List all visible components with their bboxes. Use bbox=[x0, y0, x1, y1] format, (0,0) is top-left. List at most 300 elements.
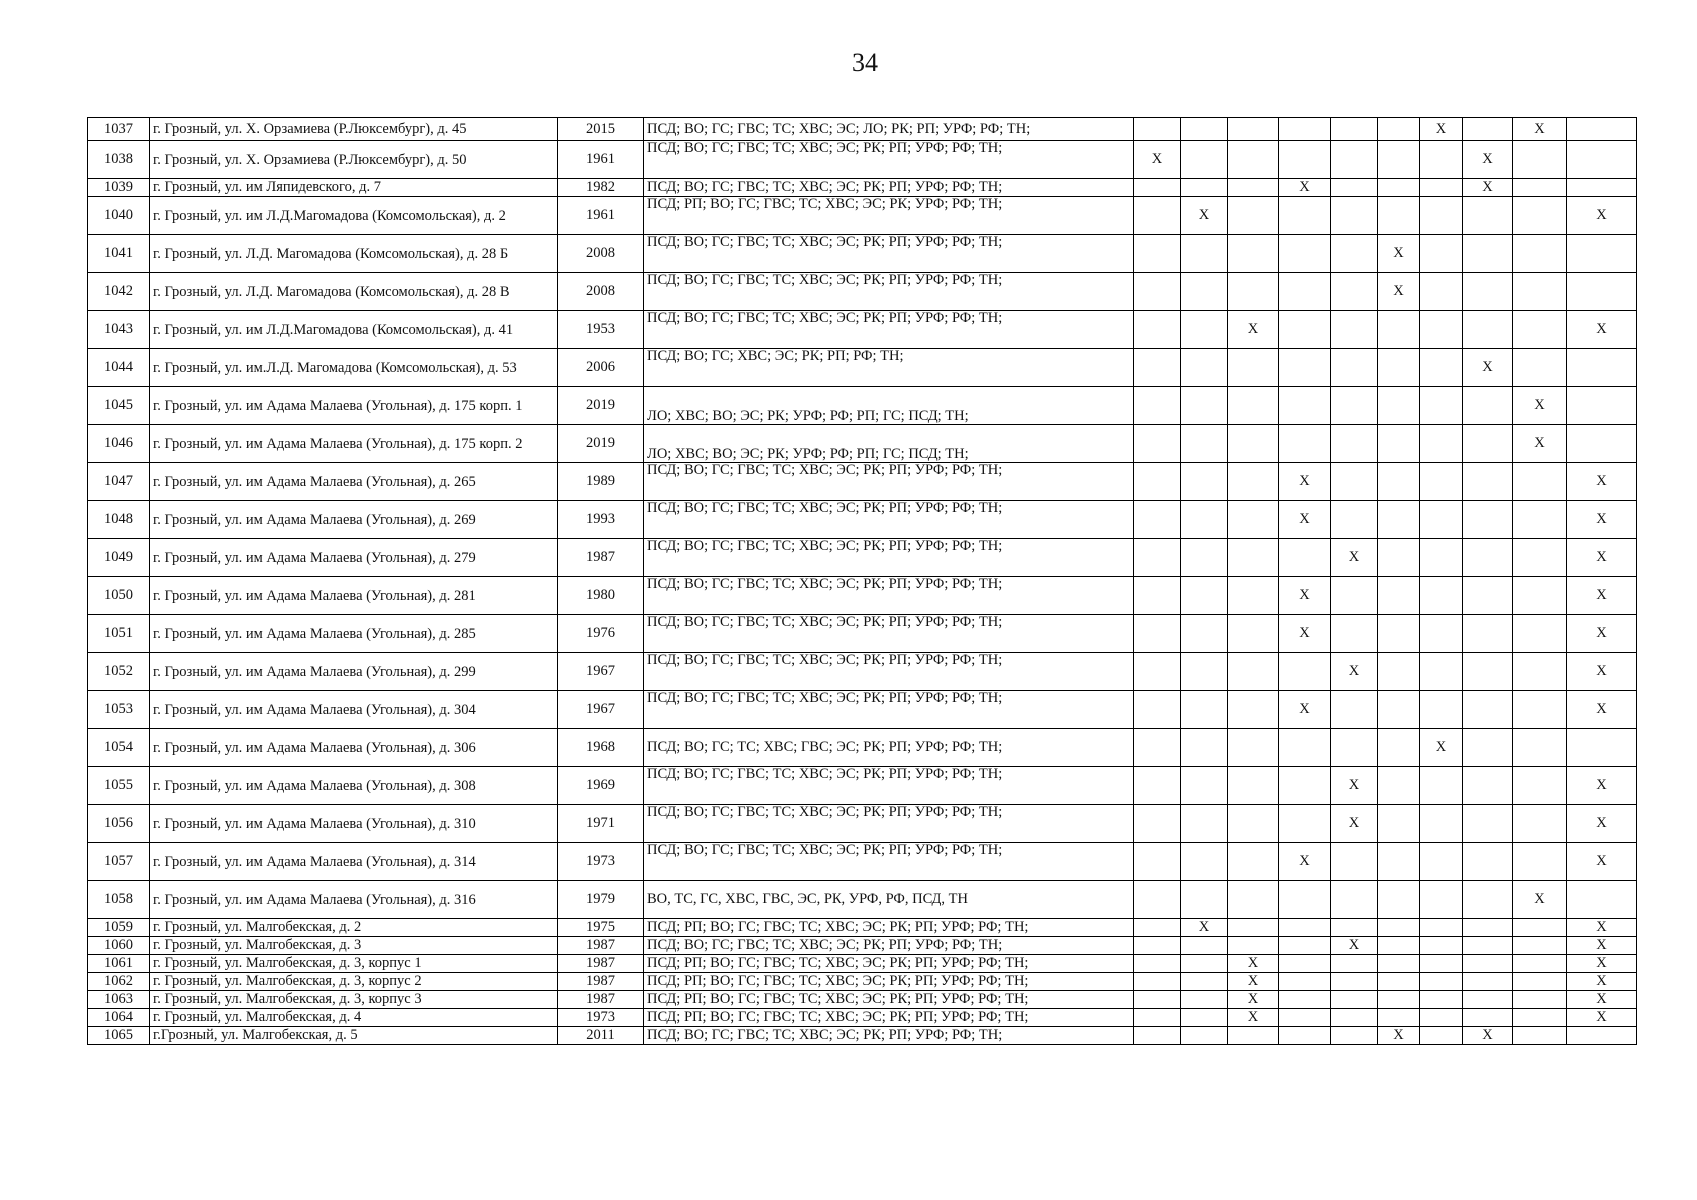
year-cell: 1971 bbox=[558, 805, 644, 843]
mark-cell bbox=[1378, 843, 1420, 881]
year-cell: 2019 bbox=[558, 387, 644, 425]
mark-cell bbox=[1463, 729, 1513, 767]
mark-cell: X bbox=[1567, 843, 1637, 881]
mark-cell bbox=[1378, 805, 1420, 843]
year-cell: 1987 bbox=[558, 955, 644, 973]
mark-cell bbox=[1331, 973, 1378, 991]
works-cell: ПСД; ВО; ГС; ГВС; ТС; ХВС; ЭС; РК; РП; УРФ; РФ; ТН; bbox=[644, 273, 1134, 311]
mark-cell bbox=[1331, 349, 1378, 387]
mark-cell bbox=[1378, 691, 1420, 729]
mark-cell bbox=[1181, 881, 1228, 919]
mark-cell bbox=[1420, 973, 1463, 991]
mark-cell bbox=[1134, 425, 1181, 463]
year-cell: 1973 bbox=[558, 843, 644, 881]
mark-cell bbox=[1134, 539, 1181, 577]
mark-cell: X bbox=[1228, 1009, 1279, 1027]
mark-cell bbox=[1134, 179, 1181, 197]
mark-cell bbox=[1279, 311, 1331, 349]
mark-cell bbox=[1513, 501, 1567, 539]
mark-cell bbox=[1279, 767, 1331, 805]
mark-cell bbox=[1181, 577, 1228, 615]
mark-cell bbox=[1134, 1027, 1181, 1045]
table-row bbox=[88, 235, 1637, 273]
works-cell: ПСД; ВО; ГС; ГВС; ТС; ХВС; ЭС; РК; РП; УРФ; РФ; ТН; bbox=[644, 937, 1134, 955]
year-cell: 2019 bbox=[558, 425, 644, 463]
year-cell: 1980 bbox=[558, 577, 644, 615]
mark-cell: X bbox=[1279, 615, 1331, 653]
mark-cell bbox=[1378, 501, 1420, 539]
mark-cell bbox=[1134, 197, 1181, 235]
mark-cell bbox=[1463, 691, 1513, 729]
row-number: 1065 bbox=[88, 1027, 150, 1045]
works-cell: ПСД; ВО; ГС; ХВС; ЭС; РК; РП; РФ; ТН; bbox=[644, 349, 1134, 387]
mark-cell bbox=[1228, 729, 1279, 767]
address-cell: г. Грозный, ул. Малгобекская, д. 3 bbox=[150, 937, 558, 955]
address-cell: г. Грозный, ул. им Адама Малаева (Угольная), д. 175 корп. 2 bbox=[150, 425, 558, 463]
mark-cell bbox=[1279, 349, 1331, 387]
mark-cell bbox=[1463, 843, 1513, 881]
row-number: 1064 bbox=[88, 1009, 150, 1027]
mark-cell bbox=[1513, 973, 1567, 991]
mark-cell bbox=[1228, 881, 1279, 919]
works-cell: ПСД; ВО; ГС; ТС; ХВС; ГВС; ЭС; РК; РП; УРФ; РФ; ТН; bbox=[644, 729, 1134, 767]
mark-cell bbox=[1331, 118, 1378, 141]
year-cell: 1967 bbox=[558, 691, 644, 729]
mark-cell bbox=[1420, 919, 1463, 937]
mark-cell bbox=[1463, 577, 1513, 615]
mark-cell bbox=[1463, 919, 1513, 937]
works-cell: ПСД; ВО; ГС; ГВС; ТС; ХВС; ЭС; РК; РП; УРФ; РФ; ТН; bbox=[644, 501, 1134, 539]
mark-cell bbox=[1279, 387, 1331, 425]
mark-cell bbox=[1331, 235, 1378, 273]
mark-cell bbox=[1279, 1009, 1331, 1027]
mark-cell bbox=[1378, 463, 1420, 501]
mark-cell bbox=[1513, 805, 1567, 843]
table-row bbox=[88, 691, 1637, 729]
year-cell: 2008 bbox=[558, 235, 644, 273]
year-cell: 1979 bbox=[558, 881, 644, 919]
works-cell: ПСД; ВО; ГС; ГВС; ТС; ХВС; ЭС; РК; РП; УРФ; РФ; ТН; bbox=[644, 179, 1134, 197]
mark-cell: X bbox=[1513, 425, 1567, 463]
address-cell: г. Грозный, ул. им Адама Малаева (Угольная), д. 285 bbox=[150, 615, 558, 653]
year-cell: 1987 bbox=[558, 991, 644, 1009]
mark-cell bbox=[1331, 919, 1378, 937]
works-cell: ПСД; РП; ВО; ГС; ГВС; ТС; ХВС; ЭС; РК; РП; УРФ; РФ; ТН; bbox=[644, 973, 1134, 991]
mark-cell bbox=[1331, 179, 1378, 197]
row-number: 1048 bbox=[88, 501, 150, 539]
mark-cell bbox=[1228, 235, 1279, 273]
mark-cell bbox=[1134, 118, 1181, 141]
mark-cell bbox=[1420, 615, 1463, 653]
table-row bbox=[88, 118, 1637, 141]
mark-cell bbox=[1513, 197, 1567, 235]
table-row bbox=[88, 955, 1637, 973]
works-cell: ПСД; ВО; ГС; ГВС; ТС; ХВС; ЭС; РК; РП; УРФ; РФ; ТН; bbox=[644, 539, 1134, 577]
mark-cell bbox=[1331, 197, 1378, 235]
works-cell: ПСД; ВО; ГС; ГВС; ТС; ХВС; ЭС; РК; РП; УРФ; РФ; ТН; bbox=[644, 141, 1134, 179]
mark-cell bbox=[1279, 973, 1331, 991]
mark-cell bbox=[1181, 387, 1228, 425]
address-cell: г. Грозный, ул. им Л.Д.Магомадова (Комсомольская), д. 41 bbox=[150, 311, 558, 349]
mark-cell bbox=[1181, 653, 1228, 691]
address-cell: г. Грозный, ул. им Адама Малаева (Угольная), д. 316 bbox=[150, 881, 558, 919]
mark-cell bbox=[1181, 273, 1228, 311]
mark-cell bbox=[1513, 349, 1567, 387]
works-cell: ПСД; РП; ВО; ГС; ГВС; ТС; ХВС; ЭС; РК; УРФ; РФ; ТН; bbox=[644, 197, 1134, 235]
mark-cell bbox=[1228, 425, 1279, 463]
mark-cell bbox=[1279, 141, 1331, 179]
table-row bbox=[88, 141, 1637, 179]
mark-cell: X bbox=[1513, 881, 1567, 919]
mark-cell bbox=[1228, 937, 1279, 955]
mark-cell bbox=[1420, 311, 1463, 349]
mark-cell bbox=[1567, 1027, 1637, 1045]
row-number: 1041 bbox=[88, 235, 150, 273]
mark-cell bbox=[1567, 118, 1637, 141]
mark-cell bbox=[1279, 937, 1331, 955]
year-cell: 2006 bbox=[558, 349, 644, 387]
mark-cell bbox=[1134, 615, 1181, 653]
row-number: 1053 bbox=[88, 691, 150, 729]
year-cell: 1975 bbox=[558, 919, 644, 937]
mark-cell bbox=[1181, 118, 1228, 141]
year-cell: 1987 bbox=[558, 973, 644, 991]
mark-cell bbox=[1420, 691, 1463, 729]
mark-cell bbox=[1134, 805, 1181, 843]
mark-cell: X bbox=[1567, 919, 1637, 937]
mark-cell: X bbox=[1228, 955, 1279, 973]
mark-cell bbox=[1181, 767, 1228, 805]
address-cell: г. Грозный, ул. им Адама Малаева (Угольная), д. 175 корп. 1 bbox=[150, 387, 558, 425]
mark-cell bbox=[1378, 1009, 1420, 1027]
mark-cell bbox=[1279, 1027, 1331, 1045]
mark-cell bbox=[1181, 729, 1228, 767]
mark-cell bbox=[1378, 118, 1420, 141]
table-row bbox=[88, 425, 1637, 463]
mark-cell bbox=[1378, 425, 1420, 463]
row-number: 1054 bbox=[88, 729, 150, 767]
mark-cell: X bbox=[1567, 615, 1637, 653]
works-cell: ПСД; ВО; ГС; ГВС; ТС; ХВС; ЭС; РК; РП; УРФ; РФ; ТН; bbox=[644, 577, 1134, 615]
mark-cell: X bbox=[1181, 919, 1228, 937]
mark-cell bbox=[1181, 805, 1228, 843]
mark-cell bbox=[1567, 141, 1637, 179]
mark-cell bbox=[1378, 881, 1420, 919]
mark-cell: X bbox=[1463, 141, 1513, 179]
mark-cell bbox=[1181, 991, 1228, 1009]
address-cell: г. Грозный, ул. им Адама Малаева (Угольная), д. 308 bbox=[150, 767, 558, 805]
mark-cell: X bbox=[1279, 691, 1331, 729]
mark-cell bbox=[1567, 273, 1637, 311]
table-row bbox=[88, 805, 1637, 843]
row-number: 1037 bbox=[88, 118, 150, 141]
mark-cell bbox=[1181, 425, 1228, 463]
row-number: 1052 bbox=[88, 653, 150, 691]
mark-cell bbox=[1378, 991, 1420, 1009]
mark-cell bbox=[1378, 973, 1420, 991]
works-cell: ПСД; ВО; ГС; ГВС; ТС; ХВС; ЭС; РК; РП; УРФ; РФ; ТН; bbox=[644, 463, 1134, 501]
mark-cell bbox=[1228, 653, 1279, 691]
mark-cell bbox=[1134, 273, 1181, 311]
row-number: 1059 bbox=[88, 919, 150, 937]
mark-cell bbox=[1463, 311, 1513, 349]
year-cell: 1993 bbox=[558, 501, 644, 539]
mark-cell bbox=[1331, 729, 1378, 767]
mark-cell: X bbox=[1463, 1027, 1513, 1045]
address-cell: г.Грозный, ул. Малгобекская, д. 5 bbox=[150, 1027, 558, 1045]
mark-cell bbox=[1463, 235, 1513, 273]
works-cell: ПСД; ВО; ГС; ГВС; ТС; ХВС; ЭС; РК; РП; УРФ; РФ; ТН; bbox=[644, 767, 1134, 805]
mark-cell bbox=[1420, 937, 1463, 955]
mark-cell: X bbox=[1378, 1027, 1420, 1045]
mark-cell: X bbox=[1567, 539, 1637, 577]
mark-cell bbox=[1378, 197, 1420, 235]
mark-cell bbox=[1463, 955, 1513, 973]
table-row bbox=[88, 179, 1637, 197]
works-cell: ПСД; ВО; ГС; ГВС; ТС; ХВС; ЭС; РК; РП; УРФ; РФ; ТН; bbox=[644, 311, 1134, 349]
row-number: 1040 bbox=[88, 197, 150, 235]
mark-cell bbox=[1331, 1009, 1378, 1027]
mark-cell: X bbox=[1228, 311, 1279, 349]
year-cell: 1968 bbox=[558, 729, 644, 767]
mark-cell bbox=[1420, 991, 1463, 1009]
table-row bbox=[88, 311, 1637, 349]
year-cell: 1989 bbox=[558, 463, 644, 501]
row-number: 1058 bbox=[88, 881, 150, 919]
mark-cell bbox=[1134, 349, 1181, 387]
mark-cell: X bbox=[1228, 973, 1279, 991]
works-cell: ПСД; ВО; ГС; ГВС; ТС; ХВС; ЭС; ЛО; РК; РП; УРФ; РФ; ТН; bbox=[644, 118, 1134, 141]
address-cell: г. Грозный, ул. им Л.Д.Магомадова (Комсомольская), д. 2 bbox=[150, 197, 558, 235]
mark-cell bbox=[1513, 653, 1567, 691]
mark-cell bbox=[1134, 691, 1181, 729]
mark-cell bbox=[1420, 179, 1463, 197]
mark-cell bbox=[1513, 273, 1567, 311]
mark-cell bbox=[1420, 881, 1463, 919]
mark-cell bbox=[1378, 349, 1420, 387]
mark-cell bbox=[1513, 691, 1567, 729]
mark-cell: X bbox=[1567, 577, 1637, 615]
row-number: 1043 bbox=[88, 311, 150, 349]
year-cell: 1982 bbox=[558, 179, 644, 197]
mark-cell bbox=[1228, 1027, 1279, 1045]
address-cell: г. Грозный, ул. Малгобекская, д. 3, корпус 3 bbox=[150, 991, 558, 1009]
row-number: 1051 bbox=[88, 615, 150, 653]
mark-cell bbox=[1279, 729, 1331, 767]
mark-cell bbox=[1513, 843, 1567, 881]
mark-cell bbox=[1331, 273, 1378, 311]
mark-cell bbox=[1228, 179, 1279, 197]
row-number: 1062 bbox=[88, 973, 150, 991]
mark-cell bbox=[1228, 805, 1279, 843]
mark-cell bbox=[1420, 349, 1463, 387]
mark-cell bbox=[1228, 118, 1279, 141]
mark-cell bbox=[1331, 881, 1378, 919]
mark-cell: X bbox=[1567, 973, 1637, 991]
mark-cell bbox=[1181, 141, 1228, 179]
mark-cell: X bbox=[1463, 349, 1513, 387]
address-cell: г. Грозный, ул. Малгобекская, д. 3, корпус 1 bbox=[150, 955, 558, 973]
mark-cell: X bbox=[1567, 937, 1637, 955]
mark-cell bbox=[1331, 955, 1378, 973]
mark-cell bbox=[1463, 805, 1513, 843]
address-cell: г. Грозный, ул. им Адама Малаева (Угольная), д. 299 bbox=[150, 653, 558, 691]
mark-cell: X bbox=[1279, 501, 1331, 539]
address-cell: г. Грозный, ул. им Ляпидевского, д. 7 bbox=[150, 179, 558, 197]
works-cell: ЛО; ХВС; ВО; ЭС; РК; УРФ; РФ; РП; ГС; ПСД; ТН; bbox=[644, 387, 1134, 425]
mark-cell bbox=[1279, 118, 1331, 141]
mark-cell bbox=[1134, 235, 1181, 273]
mark-cell bbox=[1134, 881, 1181, 919]
mark-cell bbox=[1378, 653, 1420, 691]
address-cell: г. Грозный, ул. им Адама Малаева (Угольная), д. 310 bbox=[150, 805, 558, 843]
mark-cell bbox=[1420, 1009, 1463, 1027]
mark-cell: X bbox=[1567, 955, 1637, 973]
mark-cell bbox=[1279, 539, 1331, 577]
mark-cell bbox=[1463, 539, 1513, 577]
mark-cell: X bbox=[1331, 805, 1378, 843]
address-cell: г. Грозный, ул. им Адама Малаева (Угольная), д. 265 bbox=[150, 463, 558, 501]
mark-cell bbox=[1463, 653, 1513, 691]
mark-cell bbox=[1378, 937, 1420, 955]
mark-cell bbox=[1134, 937, 1181, 955]
table-row bbox=[88, 273, 1637, 311]
mark-cell bbox=[1181, 691, 1228, 729]
works-cell: ПСД; РП; ВО; ГС; ГВС; ТС; ХВС; ЭС; РК; РП; УРФ; РФ; ТН; bbox=[644, 919, 1134, 937]
mark-cell bbox=[1567, 425, 1637, 463]
works-cell: ПСД; РП; ВО; ГС; ГВС; ТС; ХВС; ЭС; РК; РП; УРФ; РФ; ТН; bbox=[644, 1009, 1134, 1027]
mark-cell bbox=[1567, 729, 1637, 767]
mark-cell bbox=[1463, 973, 1513, 991]
mark-cell bbox=[1463, 425, 1513, 463]
works-cell: ЛО; ХВС; ВО; ЭС; РК; УРФ; РФ; РП; ГС; ПСД; ТН; bbox=[644, 425, 1134, 463]
mark-cell bbox=[1134, 991, 1181, 1009]
mark-cell bbox=[1420, 539, 1463, 577]
year-cell: 1976 bbox=[558, 615, 644, 653]
mark-cell bbox=[1181, 1027, 1228, 1045]
mark-cell: X bbox=[1134, 141, 1181, 179]
works-cell: ПСД; ВО; ГС; ГВС; ТС; ХВС; ЭС; РК; РП; УРФ; РФ; ТН; bbox=[644, 1027, 1134, 1045]
table-row bbox=[88, 1009, 1637, 1027]
mark-cell bbox=[1378, 729, 1420, 767]
table-row bbox=[88, 653, 1637, 691]
mark-cell bbox=[1420, 577, 1463, 615]
mark-cell bbox=[1331, 387, 1378, 425]
works-cell: ПСД; ВО; ГС; ГВС; ТС; ХВС; ЭС; РК; РП; УРФ; РФ; ТН; bbox=[644, 653, 1134, 691]
mark-cell bbox=[1513, 463, 1567, 501]
address-cell: г. Грозный, ул. им Адама Малаева (Угольная), д. 306 bbox=[150, 729, 558, 767]
table-row bbox=[88, 937, 1637, 955]
mark-cell bbox=[1420, 235, 1463, 273]
year-cell: 2011 bbox=[558, 1027, 644, 1045]
mark-cell bbox=[1228, 539, 1279, 577]
mark-cell bbox=[1463, 615, 1513, 653]
mark-cell bbox=[1181, 179, 1228, 197]
row-number: 1038 bbox=[88, 141, 150, 179]
mark-cell: X bbox=[1567, 691, 1637, 729]
mark-cell bbox=[1420, 843, 1463, 881]
table-row bbox=[88, 729, 1637, 767]
mark-cell bbox=[1420, 141, 1463, 179]
mark-cell bbox=[1279, 197, 1331, 235]
address-cell: г. Грозный, ул. Л.Д. Магомадова (Комсомольская), д. 28 В bbox=[150, 273, 558, 311]
row-number: 1046 bbox=[88, 425, 150, 463]
mark-cell bbox=[1279, 805, 1331, 843]
address-cell: г. Грозный, ул. им Адама Малаева (Угольная), д. 281 bbox=[150, 577, 558, 615]
mark-cell bbox=[1228, 501, 1279, 539]
mark-cell bbox=[1134, 1009, 1181, 1027]
year-cell: 1953 bbox=[558, 311, 644, 349]
mark-cell bbox=[1279, 991, 1331, 1009]
mark-cell: X bbox=[1331, 653, 1378, 691]
mark-cell bbox=[1420, 387, 1463, 425]
row-number: 1055 bbox=[88, 767, 150, 805]
mark-cell bbox=[1134, 955, 1181, 973]
mark-cell bbox=[1181, 349, 1228, 387]
row-number: 1039 bbox=[88, 179, 150, 197]
mark-cell bbox=[1181, 973, 1228, 991]
mark-cell bbox=[1228, 577, 1279, 615]
mark-cell bbox=[1420, 501, 1463, 539]
mark-cell bbox=[1228, 273, 1279, 311]
mark-cell: X bbox=[1279, 843, 1331, 881]
mark-cell bbox=[1181, 1009, 1228, 1027]
mark-cell bbox=[1378, 955, 1420, 973]
mark-cell bbox=[1134, 767, 1181, 805]
mark-cell bbox=[1463, 767, 1513, 805]
mark-cell bbox=[1331, 1027, 1378, 1045]
address-cell: г. Грозный, ул. им Адама Малаева (Угольная), д. 304 bbox=[150, 691, 558, 729]
address-cell: г. Грозный, ул. Малгобекская, д. 3, корпус 2 bbox=[150, 973, 558, 991]
mark-cell bbox=[1567, 387, 1637, 425]
table-row bbox=[88, 197, 1637, 235]
mark-cell bbox=[1134, 973, 1181, 991]
mark-cell bbox=[1279, 955, 1331, 973]
works-cell: ПСД; ВО; ГС; ГВС; ТС; ХВС; ЭС; РК; РП; УРФ; РФ; ТН; bbox=[644, 615, 1134, 653]
mark-cell bbox=[1134, 577, 1181, 615]
mark-cell bbox=[1420, 653, 1463, 691]
mark-cell bbox=[1331, 843, 1378, 881]
row-number: 1049 bbox=[88, 539, 150, 577]
mark-cell: X bbox=[1513, 387, 1567, 425]
year-cell: 2015 bbox=[558, 118, 644, 141]
table-row bbox=[88, 615, 1637, 653]
address-cell: г. Грозный, ул. им.Л.Д. Магомадова (Комсомольская), д. 53 bbox=[150, 349, 558, 387]
mark-cell bbox=[1513, 767, 1567, 805]
mark-cell bbox=[1279, 425, 1331, 463]
mark-cell bbox=[1181, 501, 1228, 539]
address-cell: г. Грозный, ул. им Адама Малаева (Угольная), д. 314 bbox=[150, 843, 558, 881]
row-number: 1045 bbox=[88, 387, 150, 425]
table-row bbox=[88, 881, 1637, 919]
mark-cell bbox=[1228, 387, 1279, 425]
mark-cell bbox=[1567, 881, 1637, 919]
table-row bbox=[88, 577, 1637, 615]
mark-cell: X bbox=[1567, 197, 1637, 235]
mark-cell bbox=[1228, 843, 1279, 881]
row-number: 1060 bbox=[88, 937, 150, 955]
mark-cell bbox=[1181, 463, 1228, 501]
table-row bbox=[88, 463, 1637, 501]
mark-cell bbox=[1513, 1027, 1567, 1045]
mark-cell bbox=[1279, 881, 1331, 919]
row-number: 1050 bbox=[88, 577, 150, 615]
mark-cell bbox=[1181, 615, 1228, 653]
mark-cell bbox=[1420, 767, 1463, 805]
mark-cell bbox=[1513, 141, 1567, 179]
address-cell: г. Грозный, ул. Малгобекская, д. 4 bbox=[150, 1009, 558, 1027]
row-number: 1044 bbox=[88, 349, 150, 387]
